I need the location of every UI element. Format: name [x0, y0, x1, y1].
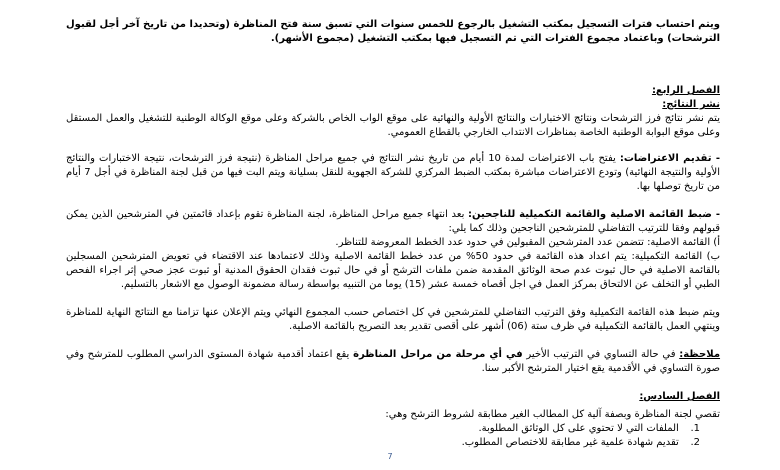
note-label: ملاحظة: [679, 349, 721, 360]
list-item-number: 2. [690, 437, 700, 448]
chapter6-title: الفصل السادس: [639, 391, 720, 402]
exclusion-list [66, 422, 700, 450]
objections-paragraph [66, 152, 720, 194]
item-a [66, 236, 720, 250]
item-b-text: يتم اعداد هذه القائمة في حدود 50% من عدد خطط القائمة الاصلية وذلك لاعتمادها عند الاقتضاء في تعويض المترشحين المسجلين بالقائمة الاصلية في حال ثبوت عدم صحة الوثائق المقدمة ضمن ملفات الترشح أو في حال ثبوت فقدان الحقوق المدنية أو ثبوت عجز صحي إثر اجراء الفحص الطبي أو التخلف عن الالتحاق بمركز العمل في اجل أقصاه خمسة عشر (15) يوما من التنبيه بواسطة رسالة مضمونة الوصول مع الاشعار بالتسليم. [66, 251, 720, 290]
note-bold: في أي مرحلة من مراحل المناظرة [353, 349, 523, 360]
page-number: 7 [387, 452, 393, 461]
item-b-continued: ويتم ضبط هذه القائمة التكميلية وفق الترتيب التفاضلي للمترشحين في كل اختصاص حسب المجموع النهائي ويتم الإعلان عنها تزامنا مع النتائج النهاية للمناظرة وينتهي العمل بالقائمة التكميلية في ظرف ستة (06) أشهر على أقصى تقدير بعد التصريح بالقائمة الاصلية. [66, 307, 720, 332]
list-item-text: الملفات التي لا تحتوي على كل الوثائق المطلوبة. [478, 423, 679, 434]
note-text-1: في حالة التساوي في الترتيب الأخير [526, 349, 676, 360]
objections-text: يفتح باب الاعتراضات لمدة 10 أيام من تاريخ نشر النتائج في جميع مراحل المناظرة (نتيجة فرز الترشحات، نتيجة الاختبارات والنتائج الأولية والنتيجة النهائية) وتودع الاعتراضات مباشرة بمكتب الضبط المركزي للشركة الجهوية للنقل بسليانة ويتم البت فيها من قبل لجنة المناظرة في أجل 7 أيام من تاريخ توصلها بها. [66, 153, 721, 192]
item-b [66, 250, 720, 292]
note-paragraph [66, 348, 720, 376]
list-item-number: 1. [690, 423, 700, 434]
item-a-label: أ) القائمة الاصلية: [647, 237, 720, 248]
intro-paragraph: ويتم احتساب فترات التسجيل بمكتب التشغيل بالرجوع للخمس سنوات التي تسبق سنة فتح المناظرة (وتحديدا من تاريخ آخر أجل لقبول الترشحات) وباعتماد مجموع الفترات التي تم التسجيل فيها بمكتب التشغيل (مجموع الأشهر). [66, 19, 720, 44]
results-paragraph: يتم نشر نتائج فرز الترشحات ونتائج الاختبارات والنتائج الأولية والنهائية على موقع الواب الخاص بالشركة وعلى موقع الوكالة الوطنية للتشغيل والعمل المستقل وعلى موقع البوابة الوطنية الخاصة بمناظرات الانتداب الخارجي بالقطاع العمومي. [66, 113, 720, 138]
objections-label: - تقديم الاعتراضات: [619, 153, 720, 164]
lists-text: بعد انتهاء جميع مراحل المناظرة، لجنة المناظرة تقوم بإعداد قائمتين في المترشحين الذين يمكن قبولهم وفقا للترتيب التفاضلي للمترشحين الناجحين وذلك كما يلي: [66, 209, 720, 234]
list-item-text: تقديم شهادة علمية غير مطابقة للاختصاص المطلوب. [461, 437, 679, 448]
list-item [66, 436, 700, 450]
note-text-2: يقع اعتماد أقدمية شهادة المستوى الدراسي المطلوب للمترشح وفي صورة التساوي في الأقدمية يقع اختيار المترشح الأكبر سنا. [66, 349, 720, 374]
chapter6-intro: تقصي لجنة المناظرة وبصفة آلية كل المطالب الغير مطابقة لشروط الترشح وهي: [385, 409, 720, 420]
item-b-label: ب) القائمة التكميلية: [631, 251, 720, 262]
item-a-text: تتضمن عدد المترشحين المقبولين في حدود عدد الخطط المعروضة للتناظر. [335, 237, 644, 248]
results-heading: نشر النتائج: [662, 99, 720, 110]
lists-label: - ضبط القائمة الاصلية والقائمة التكميلية للناجحين: [468, 209, 720, 220]
chapter4-title: الفصل الرابع: [651, 85, 720, 96]
lists-paragraph [66, 208, 720, 236]
list-item [66, 422, 700, 436]
